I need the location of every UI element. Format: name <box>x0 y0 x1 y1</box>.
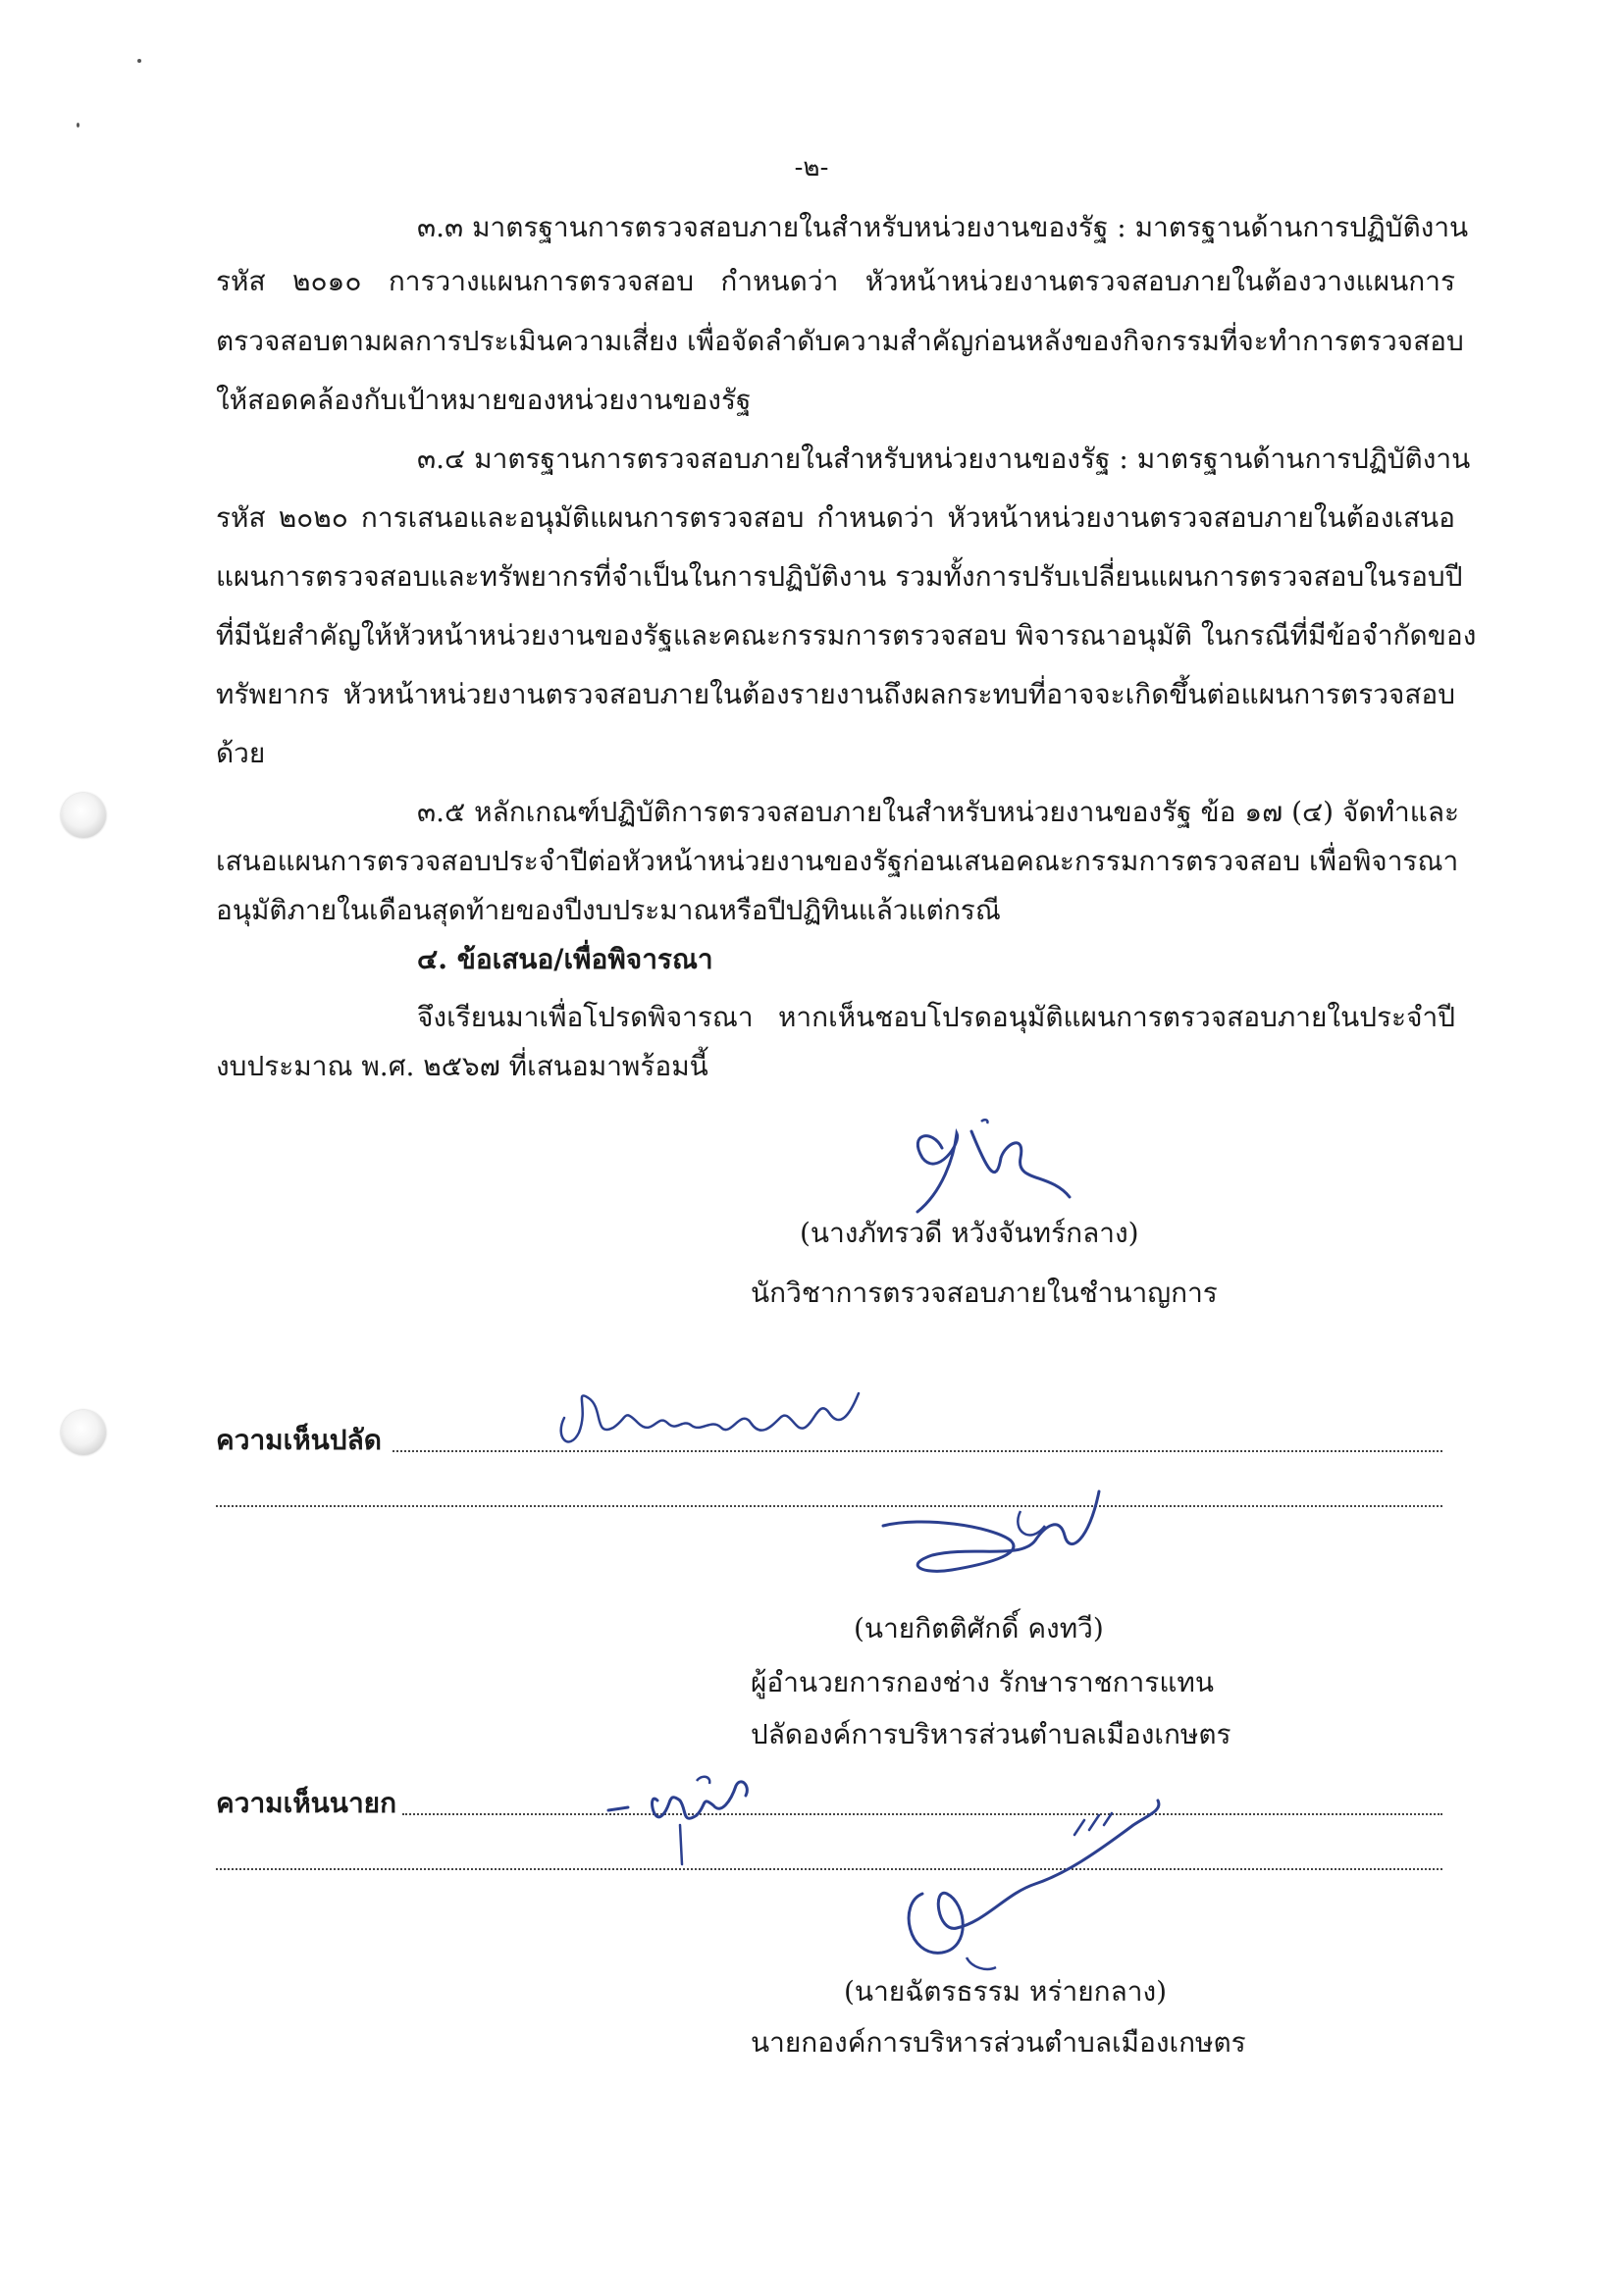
section-3-3-line-1: ๓.๓ มาตรฐานการตรวจสอบภายในสำหรับหน่วยงานของรัฐ : มาตรฐานด้านการปฏิบัติงาน <box>417 211 1469 243</box>
section-4-line-2: งบประมาณ พ.ศ. ๒๕๖๗ ที่เสนอมาพร้อมนี้ <box>216 1050 708 1082</box>
mayor-opinion-dotted-line-2 <box>216 1868 1442 1870</box>
mayor-opinion-label: ความเห็นนายก <box>216 1787 397 1819</box>
mayor-handwritten-approval <box>603 1766 760 1874</box>
deputy-position-line-1: ผู้อำนวยการกองช่าง รักษาราชการแทน <box>751 1666 1214 1698</box>
scan-speck <box>137 59 141 63</box>
mayor-position: นายกองค์การบริหารส่วนตำบลเมืองเกษตร <box>751 2026 1246 2059</box>
section-3-4-line-5: ทรัพยากร หัวหน้าหน่วยงานตรวจสอบภายในต้องรายงานถึงผลกระทบที่อาจจะเกิดขึ้นต่อแผนการตรวจสอบ <box>216 678 1455 710</box>
deputy-opinion-label: ความเห็นปลัด <box>216 1424 382 1456</box>
mayor-name: (นายฉัตรธรรม หร่ายกลาง) <box>844 1975 1168 2008</box>
section-4-heading: ๔. ข้อเสนอ/เพื่อพิจารณา <box>417 943 713 975</box>
section-3-3-line-3: ตรวจสอบตามผลการประเมินความเสี่ยง เพื่อจัดลำดับความสำคัญก่อนหลังของกิจกรรมที่จะทำการตรวจสอบ <box>216 325 1464 357</box>
section-3-5-line-2: เสนอแผนการตรวจสอบประจำปีต่อหัวหน้าหน่วยงานของรัฐก่อนเสนอคณะกรรมการตรวจสอบ เพื่อพิจารณา <box>216 845 1459 877</box>
section-3-4-line-3: แผนการตรวจสอบและทรัพยากรที่จำเป็นในการปฏิบัติงาน รวมทั้งการปรับเปลี่ยนแผนการตรวจสอบในรอบปี <box>216 560 1463 593</box>
deputy-name: (นายกิตติศักดิ์ คงทวี) <box>854 1612 1104 1644</box>
deputy-opinion-dotted-line-1 <box>393 1450 1442 1452</box>
deputy-opinion-dotted-line-2 <box>216 1505 1442 1507</box>
signature-1 <box>903 1114 1099 1222</box>
signature-3 <box>878 1786 1173 1982</box>
section-3-4-line-4: ที่มีนัยสำคัญให้หัวหน้าหน่วยงานของรัฐและคณะกรรมการตรวจสอบ พิจารณาอนุมัติ ในกรณีที่มีข้อจำกัดของ <box>216 619 1477 652</box>
section-3-5-line-1: ๓.๕ หลักเกณฑ์ปฏิบัติการตรวจสอบภายในสำหรับหน่วยงานของรัฐ ข้อ ๑๗ (๔) จัดทำและ <box>417 796 1460 828</box>
scan-speck <box>77 123 79 128</box>
page-number: -๒- <box>794 153 829 183</box>
signature-2 <box>864 1472 1119 1590</box>
section-3-3-line-4: ให้สอดคล้องกับเป้าหมายของหน่วยงานของรัฐ <box>216 384 752 416</box>
punch-hole-top <box>61 793 106 838</box>
section-4-line-1: จึงเรียนมาเพื่อโปรดพิจารณา หากเห็นชอบโปรดอนุมัติแผนการตรวจสอบภายในประจำปี <box>417 1001 1455 1033</box>
section-3-4-line-1: ๓.๔ มาตรฐานการตรวจสอบภายในสำหรับหน่วยงานของรัฐ : มาตรฐานด้านการปฏิบัติงาน <box>417 443 1471 475</box>
deputy-handwritten-approval <box>554 1379 868 1457</box>
punch-hole-bottom <box>61 1410 106 1455</box>
section-3-4-line-2: รหัส ๒๐๒๐ การเสนอและอนุมัติแผนการตรวจสอบ กำหนดว่า หัวหน้าหน่วยงานตรวจสอบภายในต้องเสนอ <box>216 501 1455 534</box>
section-3-5-line-3: อนุมัติภายในเดือนสุดท้ายของปีงบประมาณหรือปีปฏิทินแล้วแต่กรณี <box>216 894 1001 926</box>
signatory-1-position: นักวิชาการตรวจสอบภายในชำนาญการ <box>751 1277 1218 1309</box>
section-3-3-line-2: รหัส ๒๐๑๐ การวางแผนการตรวจสอบ กำหนดว่า หัวหน้าหน่วยงานตรวจสอบภายในต้องวางแผนการ <box>216 265 1455 297</box>
deputy-position-line-2: ปลัดองค์การบริหารส่วนตำบลเมืองเกษตร <box>751 1718 1231 1750</box>
section-3-4-line-6: ด้วย <box>216 737 266 769</box>
signatory-1-name: (นางภัทรวดี หวังจันทร์กลาง) <box>800 1217 1139 1249</box>
